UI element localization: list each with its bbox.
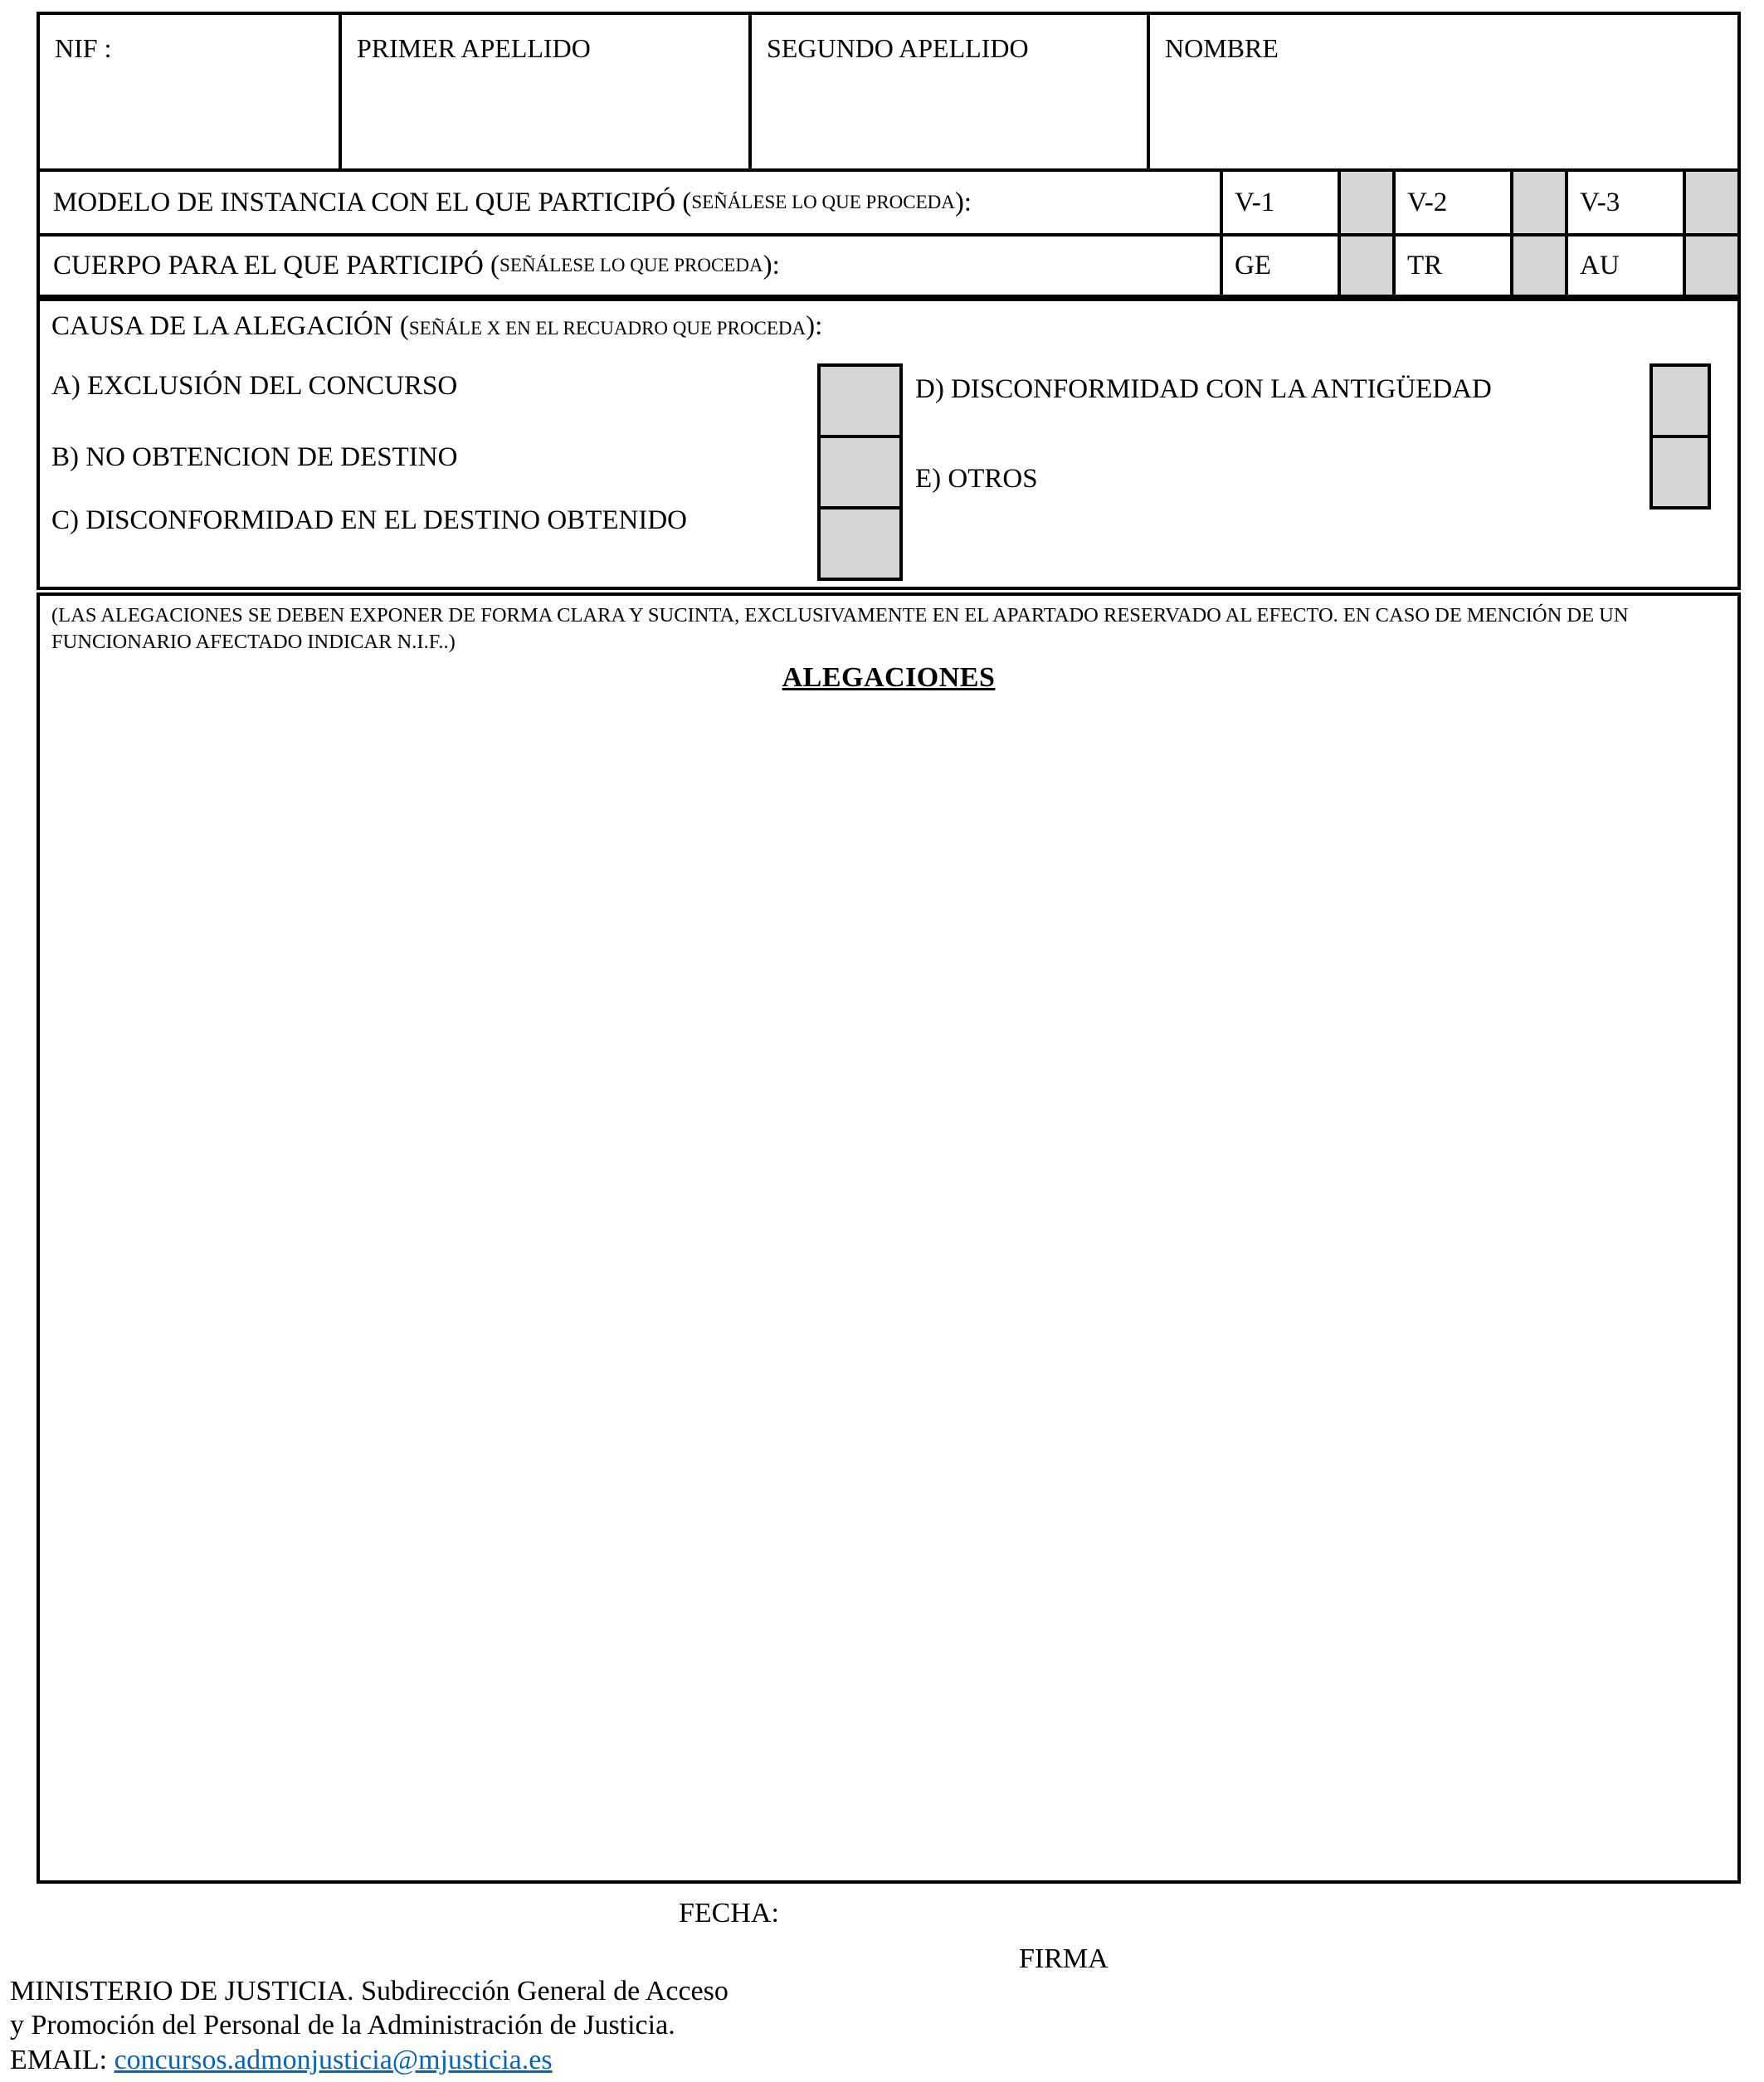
cuerpo-row [40,233,1737,295]
causa-item-c: C) DISCONFORMIDAD EN EL DESTINO OBTENIDO [51,505,687,535]
cuerpo-option-tr-checkbox[interactable] [1510,236,1565,295]
alegaciones-heading: ALEGACIONES [782,662,996,693]
modelo-option-v2-checkbox[interactable] [1510,172,1565,233]
causa-item-e: E) OTROS [915,464,1038,494]
modelo-option-v1-label: V-1 [1220,172,1338,233]
modelo-label [40,172,1220,233]
footer [10,1974,729,2077]
modelo-label-text: MODELO DE INSTANCIA CON EL QUE PARTICIPÓ ( [53,187,692,217]
cuerpo-option-tr-label: TR [1392,236,1510,295]
cuerpo-label [40,236,1220,295]
primer-apellido-field[interactable] [342,15,752,168]
causa-item-d: D) DISCONFORMIDAD CON LA ANTIGÜEDAD [915,374,1492,404]
modelo-option-v3-checkbox[interactable] [1683,172,1737,233]
cuerpo-option-au-checkbox[interactable] [1683,236,1737,295]
causa-checkbox-a[interactable] [817,363,903,438]
identity-table [37,12,1741,172]
causa-item-a: A) EXCLUSIÓN DEL CONCURSO [51,371,458,401]
cuerpo-label-text: CUERPO PARA EL QUE PARTICIPÓ ( [53,250,500,280]
modelo-option-v3-label: V-3 [1565,172,1683,233]
primer-apellido-label: PRIMER APELLIDO [357,33,591,63]
causa-section [37,298,1741,590]
nombre-field[interactable] [1150,15,1737,168]
segundo-apellido-label: SEGUNDO APELLIDO [767,33,1029,63]
cuerpo-option-ge-checkbox[interactable] [1338,236,1392,295]
alegaciones-input-area[interactable] [40,708,1737,1880]
nif-field[interactable] [40,15,342,168]
causa-checkbox-e[interactable] [1649,435,1711,510]
footer-email-line [10,2043,729,2077]
participation-table [37,172,1741,298]
cuerpo-label-end: ): [763,250,780,280]
firma-label: FIRMA [1019,1943,1109,1974]
modelo-label-end: ): [954,187,972,217]
nif-label: NIF : [55,33,112,63]
alegaciones-note: (LAS ALEGACIONES SE DEBEN EXPONER DE FORMA CLARA Y SUCINTA, EXCLUSIVAMENTE EN EL APARTADO RESERVADO AL EFECTO. EN CASO DE MENCIÓN DE UN FUNCIONARIO AFECTADO INDICAR N.I.F..) [51,604,1629,653]
causa-title-end: ): [806,311,823,341]
causa-title-text: CAUSA DE LA ALEGACIÓN ( [51,311,409,341]
email-label: EMAIL: [10,2044,115,2075]
modelo-label-smallprint: SEÑÁLESE LO QUE PROCEDA [691,192,955,212]
modelo-option-v2-label: V-2 [1392,172,1510,233]
segundo-apellido-field[interactable] [752,15,1150,168]
form-body [37,12,1741,1884]
causa-checkbox-d[interactable] [1649,363,1711,438]
causa-checkbox-column-left [817,363,903,581]
nombre-label: NOMBRE [1165,33,1279,63]
footer-ministerio-line1: MINISTERIO DE JUSTICIA. Subdirección General de Acceso [10,1976,729,2006]
cuerpo-option-au-label: AU [1565,236,1683,295]
cuerpo-label-smallprint: SEÑÁLESE LO QUE PROCEDA [499,255,763,275]
causa-title [51,311,822,342]
causa-title-smallprint: SEÑÁLE X EN EL RECUADRO QUE PROCEDA [408,318,806,339]
causa-checkbox-b[interactable] [817,435,903,510]
causa-checkbox-column-right [1649,363,1711,510]
modelo-row [40,172,1737,233]
causa-checkbox-c[interactable] [817,506,903,581]
footer-ministerio-line2: y Promoción del Personal de la Administración de Justicia. [10,2010,675,2041]
modelo-option-v1-checkbox[interactable] [1338,172,1392,233]
causa-item-b: B) NO OBTENCION DE DESTINO [51,442,458,472]
alegaciones-section [37,592,1741,1884]
cuerpo-option-ge-label: GE [1220,236,1338,295]
email-link[interactable]: concursos.admonjusticia@mjusticia.es [114,2044,553,2075]
fecha-label: FECHA: [679,1898,779,1928]
